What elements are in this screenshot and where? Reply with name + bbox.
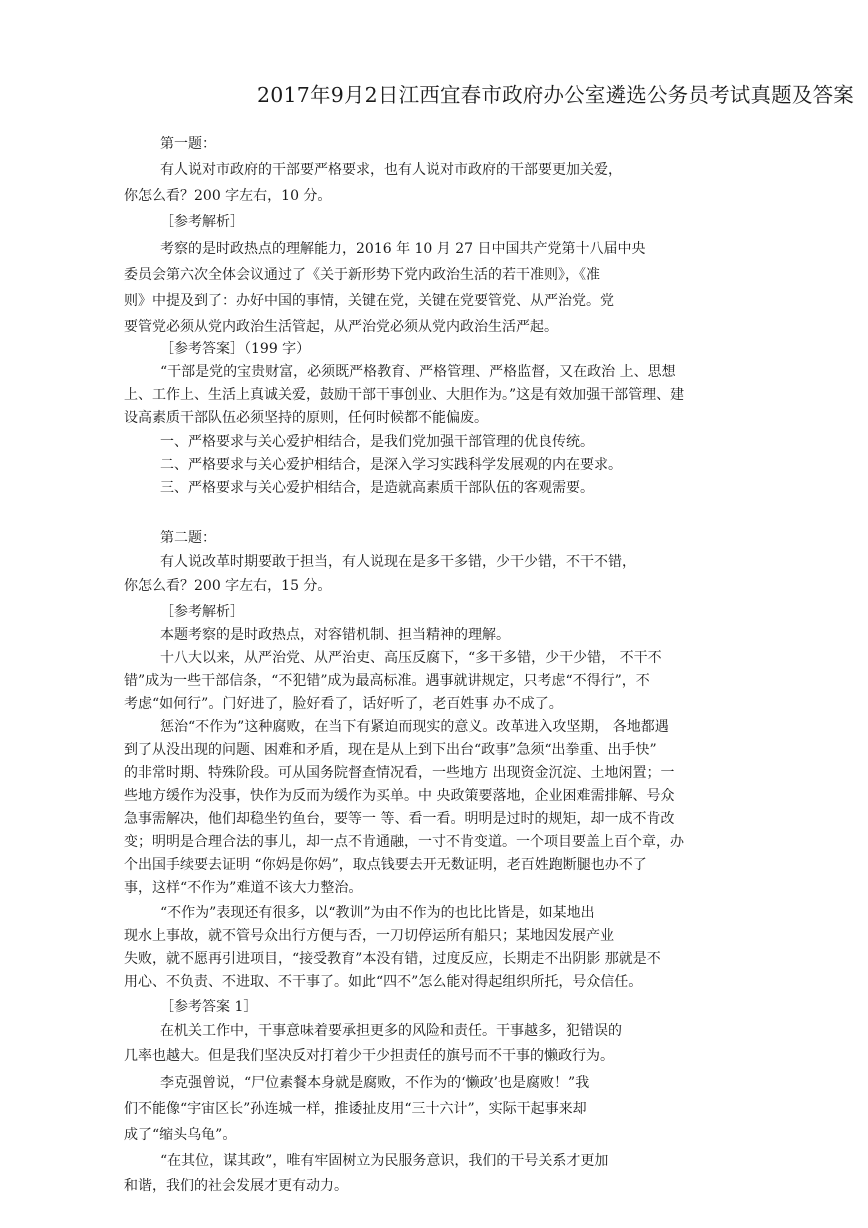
text-line: ［参考解析］	[160, 604, 244, 620]
text-line: 你怎么看？200 字左右，15 分。	[124, 578, 332, 594]
text-line: 用心、不负责、不进取、不干事了。如此“四不”怎么能对得起组织所托，号众信任。	[124, 974, 643, 990]
text-line: 二、严格要求与关心爱护相结合，是深入学习实践科学发展观的内在要求。	[160, 457, 622, 473]
text-line: 几率也越大。但是我们坚决反对打着少干少担责任的旗号而不干事的懒政行为。	[124, 1048, 614, 1064]
text-line: 些地方缓作为没事，快作为反而为缓作为买单。中 央政策要落地，企业困难需排解、号众	[124, 788, 675, 804]
text-line: ［参考答案］（199 字）	[160, 341, 311, 357]
text-line: 的非常时期、特殊阶段。可从国务院督查情况看，一些地方 出现资金沉淀、土地闲置；一	[124, 765, 675, 781]
text-line: 上、工作上、生活上真诚关爱，鼓励干部干事创业、大胆作为。”这是有效加强干部管理、建	[124, 387, 685, 403]
text-line: 十八大以来，从严治党、从严治吏、高压反腐下，“多干多错，少干少错， 不干不	[160, 650, 662, 666]
text-line: 第一题：	[160, 136, 216, 152]
text-line: 委员会第六次全体会议通过了《关于新形势下党内政治生活的若干准则》，《准	[124, 267, 600, 283]
text-line: 惩治“不作为”这种腐败，在当下有紧迫而现实的意义。改革进入攻坚期， 各地都遇	[160, 719, 669, 735]
text-line: 考察的是时政热点的理解能力，2016 年 10 月 27 日中国共产党第十八届中央	[160, 241, 646, 257]
text-line: “在其位，谋其政”，唯有牢固树立为民服务意识，我们的干号关系才更加	[160, 1153, 609, 1169]
text-line: 错”成为一些干部信条，“不犯错”成为最高标准。遇事就讲规定，只考虑“不得行”，不	[124, 673, 650, 689]
text-line: 有人说改革时期要敢于担当，有人说现在是多干多错，少干少错，不干不错，	[160, 554, 636, 570]
text-line: “干部是党的宝贵财富，必须既严格教育、严格管理、严格监督，又在政治 上、思想	[160, 364, 676, 380]
text-line: 要管党必须从党内政治生活管起，从严治党必须从党内政治生活严起。	[124, 319, 558, 335]
text-line: 个出国手续要去证明 “你妈是你妈”，取点钱要去开无数证明，老百姓跑断腿也办不了	[124, 857, 647, 873]
text-line: 设高素质干部队伍必须坚持的原则，任何时候都不能偏废。	[124, 410, 488, 426]
text-line: 们不能像“宇宙区长”孙连城一样，推诿扯皮用“三十六计”，实际干起事来却	[124, 1101, 587, 1117]
text-line: “不作为”表现还有很多，以“教训”为由不作为的也比比皆是，如某地出	[160, 905, 595, 921]
text-line: ［参考解析］	[160, 214, 244, 230]
text-line: 本题考察的是时政热点，对容错机制、担当精神的理解。	[160, 627, 510, 643]
text-line: 第二题：	[160, 530, 216, 546]
text-line: 急事需解决，他们却稳坐钓鱼台，要等一 等、看一看。明明是过时的规矩，却一成不肯改	[124, 811, 675, 827]
text-line: 现水上事故，就不管号众出行方便与否，一刀切停运所有船只；某地因发展产业	[124, 928, 614, 944]
text-line: 李克强曾说，“尸位素餐本身就是腐败，不作为的‘懒政’也是腐败！”我	[160, 1075, 590, 1091]
text-line: ［参考答案 1］	[160, 999, 258, 1015]
text-line: 失败，就不愿再引进项目，“接受教育”本没有错，过度反应，长期走不出阴影 那就是不	[124, 951, 661, 967]
text-line: 成了“缩头乌龟”。	[124, 1127, 237, 1143]
text-line: 到了从没出现的问题、困难和矛盾，现在是从上到下出台“政事”急须“出拳重、出手快”	[124, 742, 657, 758]
text-line: 考虑“如何行”。门好进了，脸好看了，话好听了，老百姓事 办不成了。	[124, 696, 563, 712]
text-line: 你怎么看？200 字左右，10 分。	[124, 188, 332, 204]
text-line: 在机关工作中，干事意味着要承担更多的风险和责任。干事越多，犯错误的	[160, 1023, 622, 1039]
text-line: 三、严格要求与关心爱护相结合，是造就高素质干部队伍的客观需要。	[160, 480, 594, 496]
text-line: 则》中提及到了：办好中国的事情，关键在党，关键在党要管党、从严治党。党	[124, 293, 614, 309]
text-line: 有人说对市政府的干部要严格要求，也有人说对市政府的干部要更加关爱，	[160, 162, 622, 178]
text-line: 变；明明是合理合法的事儿，却一点不肯通融，一寸不肯变道。一个项目要盖上百个章，办	[124, 834, 684, 850]
text-line: 和谐，我们的社会发展才更有动力。	[124, 1178, 348, 1194]
text-line: 一、严格要求与关心爱护相结合，是我们党加强干部管理的优良传统。	[160, 434, 594, 450]
document-title: 2017年9月2日江西宜春市政府办公室遴选公务员考试真题及答案	[257, 83, 854, 107]
text-line: 事，这样“不作为”难道不该大力整治。	[124, 880, 363, 896]
